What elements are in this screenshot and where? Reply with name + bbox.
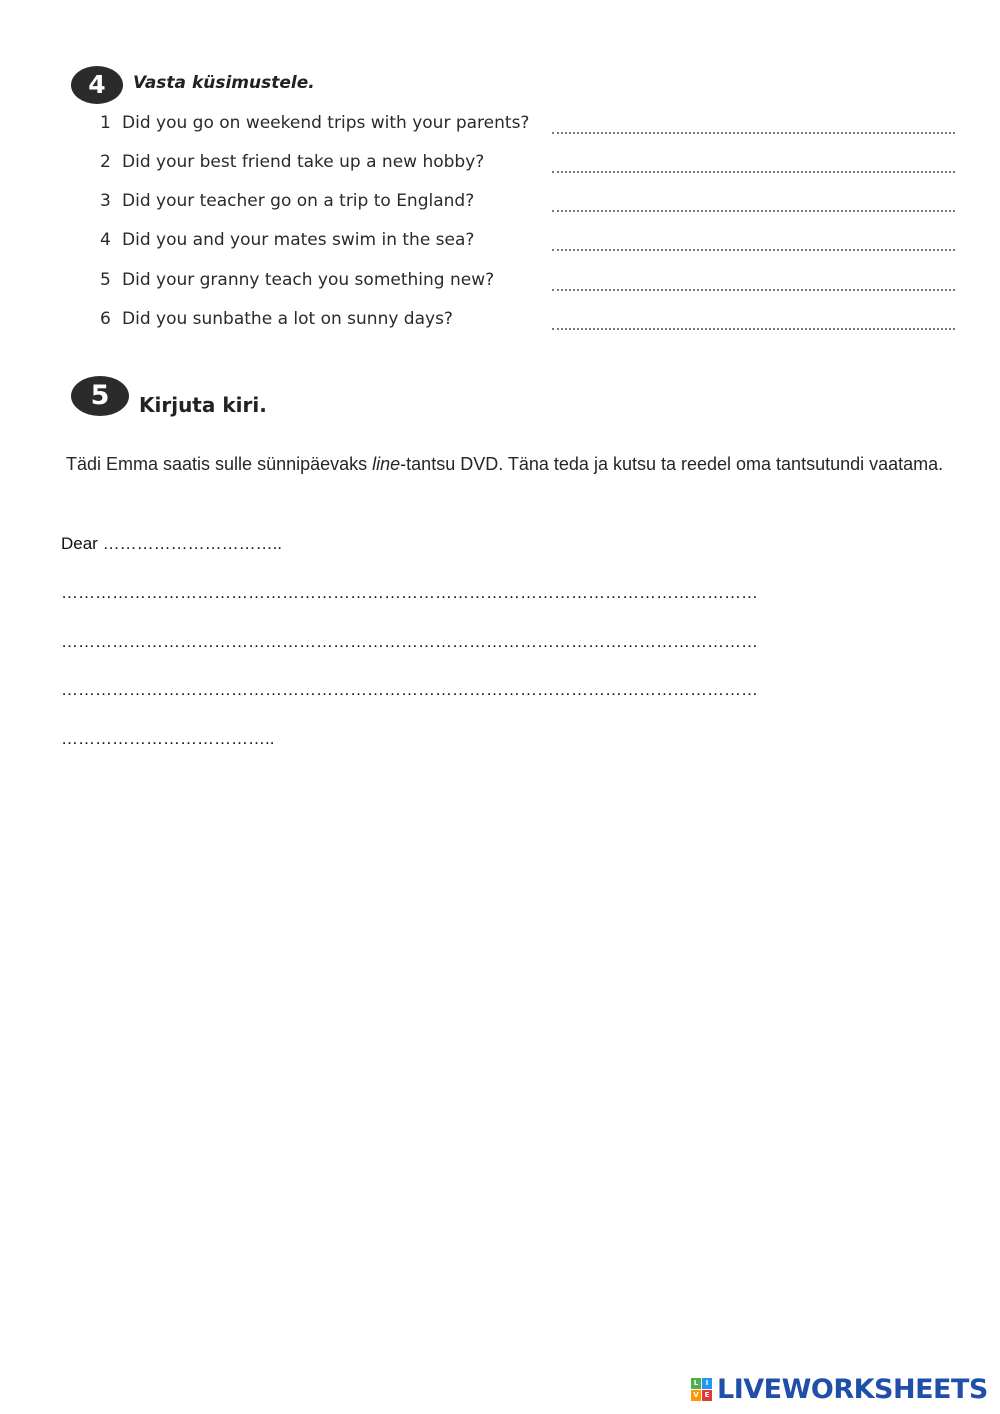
instruction-text: -tantsu DVD. Täna teda ja kutsu ta reedel oma tantsutundi vaatama. bbox=[400, 454, 944, 474]
exercise-instruction bbox=[66, 447, 966, 481]
answer-field[interactable] bbox=[552, 157, 955, 173]
exercise-title: Vasta küsimustele. bbox=[133, 73, 315, 93]
question-number: 3 bbox=[100, 191, 111, 211]
logo-tile: I bbox=[702, 1378, 712, 1389]
letter-line-field[interactable]: …………………………………………………………………………………………………………… bbox=[61, 583, 758, 602]
question-number: 5 bbox=[100, 270, 111, 290]
letter-line-field[interactable]: ……………………………….. bbox=[61, 729, 275, 748]
question-text: Did you go on weekend trips with your parents? bbox=[122, 113, 530, 133]
letter-greeting-field[interactable]: Dear ………………………….. bbox=[61, 534, 283, 553]
exercise-number-badge: 5 bbox=[71, 376, 129, 416]
question-number: 6 bbox=[100, 309, 111, 329]
logo-tile: L bbox=[691, 1378, 701, 1389]
brand-name: LIVEWORKSHEETS bbox=[717, 1374, 988, 1405]
question-text: Did you sunbathe a lot on sunny days? bbox=[122, 309, 453, 329]
exercise-4-section bbox=[0, 0, 1000, 345]
question-text: Did you and your mates swim in the sea? bbox=[122, 230, 475, 250]
question-row bbox=[100, 309, 960, 335]
logo-tile: V bbox=[691, 1390, 701, 1401]
question-row bbox=[100, 191, 960, 217]
question-row bbox=[100, 230, 960, 256]
question-row bbox=[100, 113, 960, 139]
question-number: 1 bbox=[100, 113, 111, 133]
question-row bbox=[100, 270, 960, 296]
instruction-text: Tädi Emma saatis sulle sünnipäevaks bbox=[66, 454, 373, 474]
answer-field[interactable] bbox=[552, 314, 955, 330]
question-row bbox=[100, 152, 960, 178]
instruction-italic-word: line bbox=[372, 454, 401, 474]
question-text: Did your best friend take up a new hobby? bbox=[122, 152, 485, 172]
question-text: Did your granny teach you something new? bbox=[122, 270, 495, 290]
exercise-title: Kirjuta kiri. bbox=[139, 393, 267, 417]
question-number: 2 bbox=[100, 152, 111, 172]
letter-line-field[interactable]: …………………………………………………………………………………………………………… bbox=[61, 680, 758, 699]
question-number: 4 bbox=[100, 230, 111, 250]
letter-line-field[interactable]: …………………………………………………………………………………………………………… bbox=[61, 632, 758, 651]
logo-tile: E bbox=[702, 1390, 712, 1401]
exercise-number-badge: 4 bbox=[71, 66, 123, 104]
answer-field[interactable] bbox=[552, 235, 955, 251]
answer-field[interactable] bbox=[552, 275, 955, 291]
question-text: Did your teacher go on a trip to England? bbox=[122, 191, 475, 211]
answer-field[interactable] bbox=[552, 196, 955, 212]
answer-field[interactable] bbox=[552, 118, 955, 134]
liveworksheets-logo-icon bbox=[691, 1378, 713, 1402]
